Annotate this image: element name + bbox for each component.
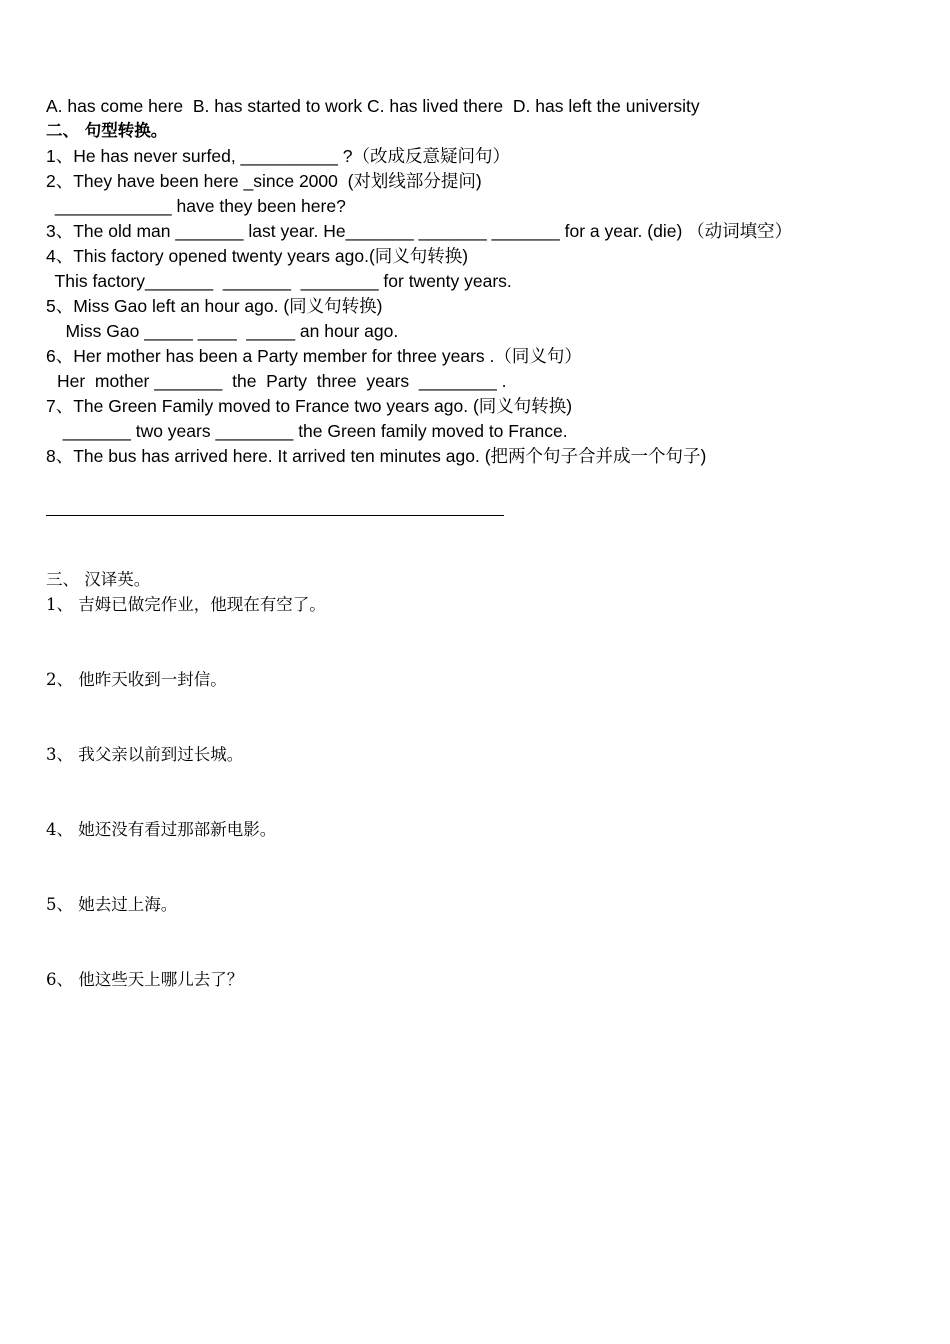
translation-item-2: 2、 他昨天收到一封信。	[46, 670, 227, 689]
question-2: 2、They have been here _since 2000 (对划线部分提问)	[46, 171, 482, 191]
translation-item-1: 1、 吉姆已做完作业，他现在有空了。	[46, 595, 326, 614]
section-3-heading: 三、 汉译英。	[46, 570, 151, 589]
question-1: 1、He has never surfed, __________ ?（改成反意疑问句）	[46, 146, 510, 166]
translation-item-5: 5、 她去过上海。	[46, 895, 178, 914]
translation-item-6: 6、 他这些天上哪儿去了？	[46, 970, 244, 989]
answer-line-5: Miss Gao _____ ____ _____ an hour ago.	[46, 321, 399, 341]
question-8: 8、The bus has arrived here. It arrived ten minutes ago. (把两个句子合并成一个句子)	[46, 446, 707, 466]
question-6: 6、Her mother has been a Party member for three years .（同义句）	[46, 346, 582, 366]
translation-item-4: 4、 她还没有看过那部新电影。	[46, 820, 277, 839]
answer-rule-8	[46, 515, 504, 516]
question-5: 5、Miss Gao left an hour ago. (同义句转换)	[46, 296, 383, 316]
answer-line-4: This factory_______ _______ ________ for twenty years.	[50, 271, 512, 291]
section-2-heading: 二、 句型转换。	[46, 121, 168, 140]
answer-line-7: _______ two years ________ the Green family moved to France.	[53, 421, 568, 441]
question-3: 3、The old man _______ last year. He_______ _______ _______ for a year. (die) （动词填空）	[46, 221, 793, 241]
answer-line-2: ____________ have they been here?	[50, 196, 346, 216]
question-4: 4、This factory opened twenty years ago.(同义句转换)	[46, 246, 469, 266]
question-7: 7、The Green Family moved to France two years ago. (同义句转换)	[46, 396, 573, 416]
answer-line-6: Her mother _______ the Party three years ________ .	[57, 371, 507, 391]
translation-item-3: 3、 我父亲以前到过长城。	[46, 745, 244, 764]
options-line: A. has come here B. has started to work C. has lived there D. has left the university	[46, 96, 700, 116]
